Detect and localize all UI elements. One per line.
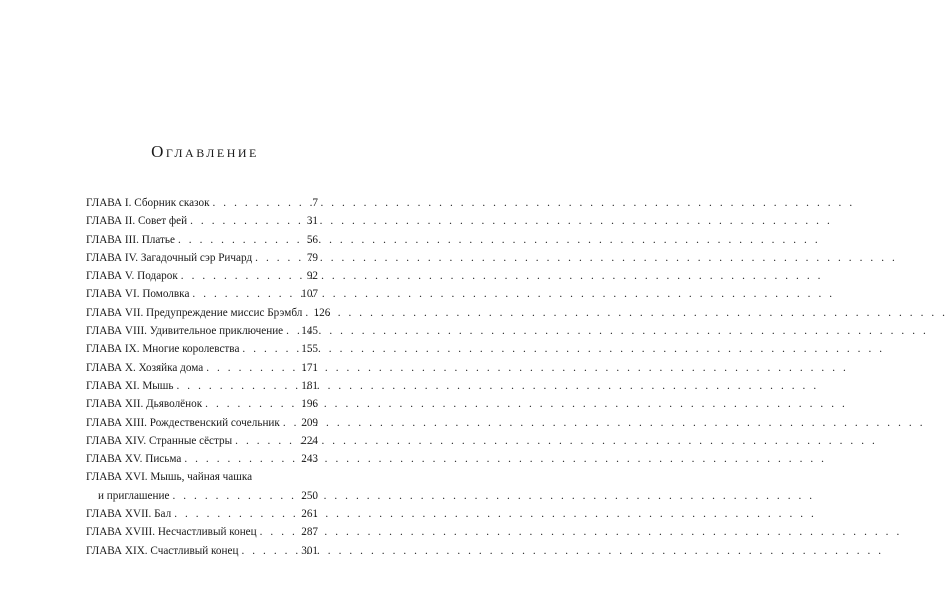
toc-entry-label: ГЛАВА XV. Письма: [86, 453, 182, 466]
toc-entry-page: 7: [312, 197, 318, 209]
toc-entry-label: ГЛАВА VI. Помолвка: [86, 288, 190, 301]
dot-leader: [213, 194, 297, 212]
toc-entry: [86, 395, 318, 413]
toc-entry-label: ГЛАВА XVI. Мышь, чайная чашка: [86, 471, 253, 484]
toc-entry: [86, 267, 318, 285]
dot-leader: [241, 542, 297, 560]
dot-leader: [283, 414, 297, 432]
book-page: [0, 0, 400, 600]
toc-entry-label: ГЛАВА XIV. Странные сёстры: [86, 434, 233, 447]
toc-entry-label: ГЛАВА I. Сборник сказок: [86, 197, 210, 209]
toc-entry: [86, 304, 331, 322]
toc-entry-page: 92: [306, 270, 318, 283]
toc-entry-label: ГЛАВА XIII. Рождественский сочельник: [86, 416, 280, 429]
dot-leader: [192, 285, 297, 303]
toc-entry: [86, 414, 318, 432]
dot-leader: [255, 249, 297, 267]
table-of-contents: [86, 194, 331, 560]
toc-entry-label: ГЛАВА XVII. Бал: [86, 508, 172, 521]
toc-entry: [86, 377, 318, 395]
toc-entry: [86, 468, 318, 505]
toc-entry-page: 107: [301, 288, 318, 301]
toc-entry-page: 243: [301, 453, 318, 466]
toc-entry: [86, 340, 318, 358]
toc-entry-page: 261: [301, 508, 318, 521]
toc-entry-label: ГЛАВА VII. Предупреждение миссис Брэмбл: [86, 306, 303, 319]
dot-leader: [260, 523, 297, 541]
toc-entry-page: 209: [301, 416, 318, 429]
dot-leader: [206, 359, 297, 377]
toc-entry-label: ГЛАВА IV. Загадочный сэр Ричард: [86, 251, 253, 264]
dot-leader: [177, 377, 297, 395]
toc-entry-page: 79: [306, 251, 318, 264]
dot-leader: [178, 231, 297, 249]
toc-entry-page: 56: [306, 233, 318, 246]
toc-entry-label: ГЛАВА XII. Дьяволёнок: [86, 398, 203, 411]
toc-entry-page: 181: [301, 379, 318, 392]
toc-entry: [86, 194, 318, 212]
toc-entry-page: 224: [301, 434, 318, 447]
toc-entry-label-continued: и приглашение: [98, 489, 170, 502]
toc-entry-page: 287: [301, 526, 318, 539]
page-title: Оглавление: [151, 142, 259, 161]
toc-entry-page: 126: [313, 306, 331, 319]
dot-leader: [184, 450, 297, 468]
toc-entry-page: 196: [301, 398, 318, 411]
dot-leader: [286, 322, 297, 340]
toc-entry-label: ГЛАВА III. Платье: [86, 233, 175, 246]
toc-entry-label: ГЛАВА V. Подарок: [86, 270, 178, 283]
toc-entry-page: 155: [301, 343, 318, 356]
toc-entry: [86, 212, 318, 230]
dot-leader: [174, 505, 297, 523]
toc-entry-page: 250: [301, 489, 318, 502]
toc-entry-label: ГЛАВА X. Хозяйка дома: [86, 361, 204, 374]
toc-entry: [86, 249, 318, 267]
toc-entry-page: 301: [301, 544, 318, 557]
toc-entry: [86, 523, 318, 541]
toc-entry: [86, 542, 318, 560]
toc-entry-page: 171: [301, 361, 318, 374]
toc-entry-page: 145: [301, 325, 318, 338]
toc-entry-label: ГЛАВА XVIII. Несчастливый конец: [86, 526, 257, 539]
toc-entry: [86, 505, 318, 523]
toc-entry: [86, 359, 318, 377]
toc-entry-label: ГЛАВА VIII. Удивительное приключение: [86, 325, 284, 338]
dot-leader: [181, 267, 297, 285]
toc-entry: [86, 432, 318, 450]
toc-entry: [86, 322, 318, 340]
dot-leader: [242, 340, 297, 358]
toc-entry-page: 31: [306, 215, 318, 228]
toc-entry: [86, 231, 318, 249]
toc-entry-label: ГЛАВА IX. Многие королевства: [86, 343, 240, 356]
toc-entry: [86, 450, 318, 468]
toc-entry: [86, 285, 318, 303]
dot-leader: [205, 395, 297, 413]
toc-entry-label: ГЛАВА II. Совет фей: [86, 215, 188, 228]
dot-leader: [190, 212, 297, 230]
toc-entry-label: ГЛАВА XI. Мышь: [86, 379, 174, 392]
dot-leader: [235, 432, 297, 450]
toc-entry-label: ГЛАВА XIX. Счастливый конец: [86, 544, 239, 557]
dot-leader: [172, 487, 297, 505]
